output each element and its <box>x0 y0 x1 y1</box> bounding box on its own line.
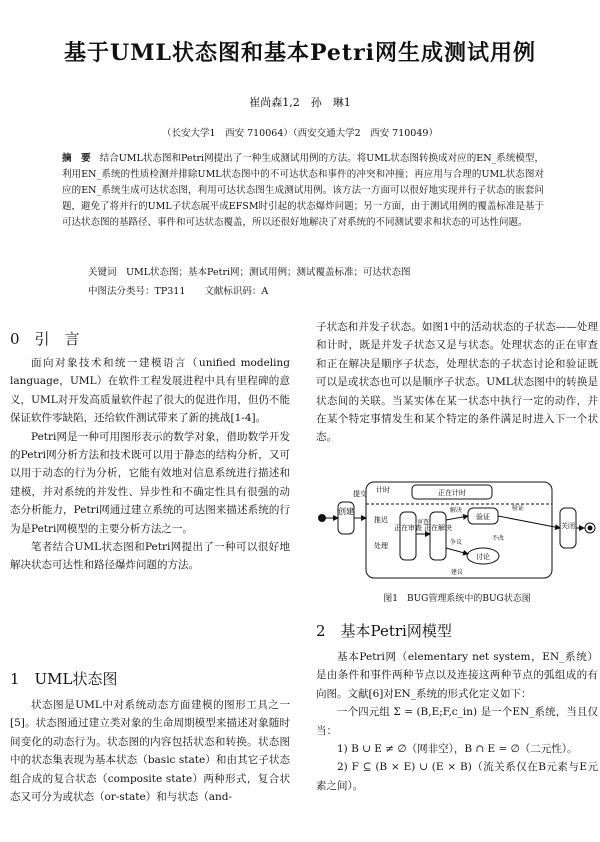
label-timing: 计时 <box>376 486 390 494</box>
state-resolve <box>430 512 446 560</box>
label-fail: 不改 <box>492 535 505 542</box>
label-reviewed: 审查 <box>416 519 430 526</box>
paragraph: 状态图是UML中对系统动态方面建模的图形工具之一[5]。状态图通过建立类对象的生命周期模型来描述对象随时间变化的动态行为。状态图的内容包括状态和转换。状态图中的状态集表现为基本状态（basic state）和由其它子状态组合成的复合状态（composite state）两种形式，复合状态又可分为或状态（or-state）和与状态（and- <box>10 699 290 804</box>
right-column-petri <box>316 648 598 795</box>
right-column-top <box>316 318 598 447</box>
left-column-uml <box>10 696 290 806</box>
abstract-text: 结合UML状态图和Petri网提出了一种生成测试用例的方法。将UML状态图转换成对应的EN_系统模型，利用EN_系统的性质检测并排除UML状态图中的不可达状态和事件的冲突和冲撞；再应用与合理的UML状态图对应的EN_系统生成可达状态图，利用可达状态图生成测试用例。该方法一方面可以很好地实现并行子状态的嵌套问题，避免了将并行的UML子状态展平成EFSM时引起的状态爆炸问题；另一方面，由于测试用例的覆盖标准是基于可达状态图的基路径、事件和可达状态覆盖，所以还很好地解决了对系统的不同测试要求和状态的可达性问题。 <box>62 153 544 228</box>
label-resolved: 解决 <box>449 507 463 514</box>
label-process: 处理 <box>374 542 388 550</box>
label-defer: 推迟 <box>374 516 388 524</box>
section-heading-intro: 0 引 言 <box>10 330 80 348</box>
paragraph: 2) F ⊆ (B × E) ∪ (E × B)（流关系仅在B元素与E元素之间）。 <box>316 761 598 792</box>
paragraph: 子状态和并发子状态。如图1中的活动状态的子状态——处理和计时，既是并发子状态又是与状态。处理状态的正在审查和正在解决是顺序子状态，处理状态的子状态讨论和验证既可以是或状态也可以是顺序子状态。UML状态图中的转换是状态间的关联。当某实体在某一状态中执行一定的动作，并在某个特定事情发生和某个特定的条件满足时进入下一个状态。 <box>316 321 598 444</box>
left-column-intro <box>10 354 290 575</box>
label-suggest: 建议 <box>451 569 464 576</box>
keywords: 关键词 UML状态图；基本Petri网；测试用例；测试覆盖标准；可达状态图 <box>88 267 411 278</box>
final-state-dot <box>588 526 593 531</box>
label-dispute: 争议 <box>449 539 463 546</box>
state-review <box>400 512 416 560</box>
label-verify: 验证 <box>476 513 490 521</box>
paragraph: 1) B ∪ E ≠ ∅（网非空），B ∩ E = ∅（二元性）。 <box>337 743 578 756</box>
section-heading-petri: 2 基本Petri网模型 <box>316 622 452 640</box>
figure-caption: 图1 BUG管理系统中的BUG状态图 <box>383 594 531 604</box>
paragraph: 一个四元组 Σ = (B,E;F,c_in) 是一个EN_系统，当且仅当： <box>316 706 598 737</box>
label-review: 正在审查 <box>394 524 422 532</box>
bug-state-diagram <box>316 478 598 586</box>
label-resolve: 正在解决 <box>424 524 452 532</box>
classification: 中图法分类号：TP311 文献标识码：A <box>88 286 269 297</box>
paragraph: 笔者结合UML状态图和Petri网提出了一种可以很好地解决状态可达性和路径爆炸问题的方法。 <box>10 541 290 572</box>
label-pass: 验证 <box>512 505 525 512</box>
label-timing-active: 正在计时 <box>438 489 466 497</box>
initial-state-dot <box>318 514 326 522</box>
label-create: 创建 <box>338 507 354 516</box>
label-discuss: 讨论 <box>476 553 490 561</box>
abstract <box>62 151 544 231</box>
section-heading-uml: 1 UML状态图 <box>10 670 118 688</box>
paper-title: 基于UML状态图和基本Petri网生成测试用例 <box>63 40 537 66</box>
label-close: 关闭 <box>561 522 575 530</box>
abstract-label: 摘 要 <box>62 153 91 164</box>
label-submit: 提交 <box>353 490 367 498</box>
paragraph: Petri网是一种可用图形表示的数学对象，借助数学开发的Petri网分析方法和技术既可以用于静态的结构分析，又可以用于动态的行为分析，它能有效地对信息系统进行描述和建模，并对系统的并发性、异步性和不确定性具有很强的动态分析能力，Petri网通过建立系统的可达图来描述系统的行为是Petri网模型的主要分析方法之一。 <box>10 430 290 535</box>
paragraph: 基本Petri网（elementary net system，EN_系统）是由条件和事件两种节点以及连接这两种节点的弧组成的有向图。文献[6]对EN_系统的形式化定义如下： <box>316 651 598 700</box>
paragraph: 面向对象技术和统一建模语言（unified modeling language，UML）在软件工程发展进程中具有里程碑的意义，UML对开发高质量软件起了很大的促进作用，但仍不能保证软件零缺陷，还给软件测试带来了新的挑战[1-4]。 <box>10 357 290 425</box>
affiliations: （长安大学1 西安 710064）（西安交通大学2 西安 710049） <box>162 128 438 139</box>
authors: 崔尚森1,2 孙 琳1 <box>249 96 351 109</box>
